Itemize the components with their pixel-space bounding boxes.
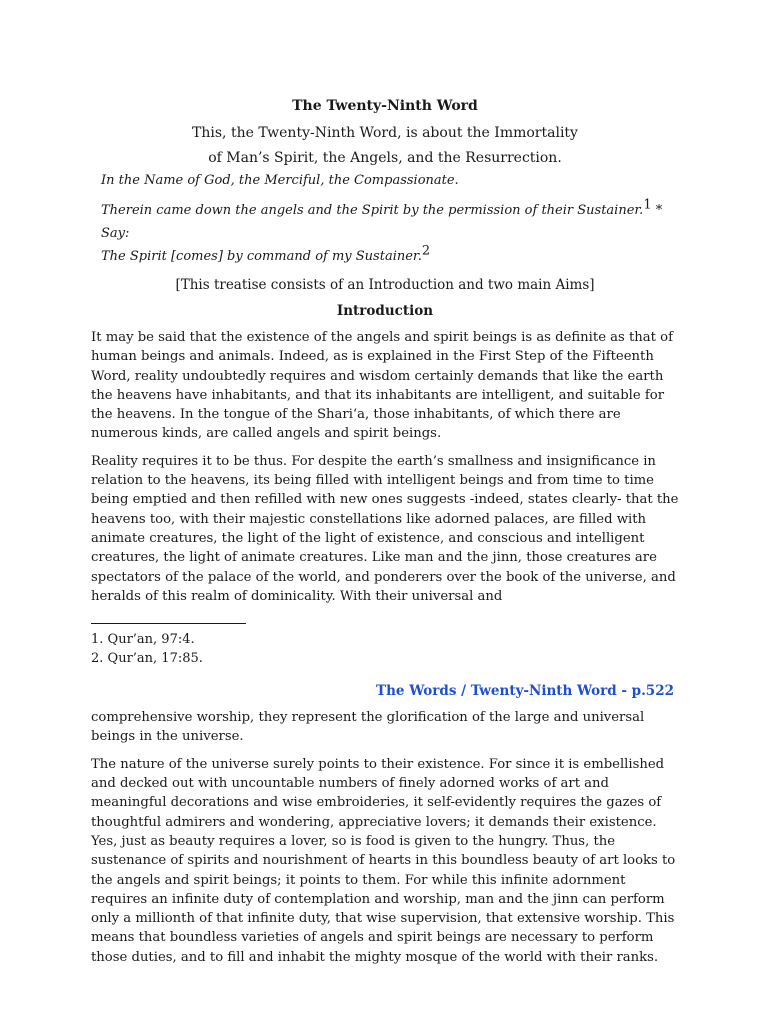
verse-line-1-text: Therein came down the angels and the Spirit by the permission of their Sustainer.: [101, 203, 644, 218]
footnote-ref-2[interactable]: 2: [421, 243, 431, 259]
paragraph: The nature of the universe surely points to their existence. For since it is embellished and decked out with uncountable numbers of finely adorned works of art and meaningful decorations and wise embroideries, it self-evidently requires the gazes of thoughtful admirers and wondering, appreciative lovers; it demands their existence. Yes, just as beauty requires a lover, so is food is given to the hungry. Thus, the sustenance of spirits and nourishment of hearts in this boundless beauty of art looks to the angels and spirit beings; it points to them. For while this infinite adornment requires an infinite duty of contemplation and worship, man and the jinn can perform only a millionth of that infinite duty, that wise supervision, that extensive worship. This means that boundless varieties of angels and spirit beings are necessary to perform those duties, and to fill and inhabit the mighty mosque of the world with their ranks.: [91, 756, 676, 965]
document-title: The Twenty-Ninth Word: [292, 98, 478, 114]
verse-line-1-after: * Say:: [101, 203, 663, 241]
subtitle-line-2: of Man’s Spirit, the Angels, and the Resurrection.: [208, 150, 562, 166]
paragraph: It may be said that the existence of the angels and spirit beings is as definite as that of human beings and animals. Indeed, as is explained in the First Step of the Fifteenth Word, reality undoubtedly requires and wisdom certainly demands that like the earth the heavens have inhabitants, and that its inhabitants are intelligent, and suitable for the heavens. In the tongue of the Shari‘a, those inhabitants, of which there are numerous kinds, are called angels and spirit beings.: [91, 330, 673, 442]
treatise-note: [This treatise consists of an Introduction and two main Aims]: [175, 277, 595, 293]
footnote-ref-1[interactable]: 1: [643, 197, 652, 213]
verse-line-2: [101, 245, 679, 268]
verse-line-2-text: The Spirit [comes] by command of my Sustainer.: [101, 249, 422, 264]
document-page: [91, 96, 679, 975]
subtitle-line-1: This, the Twenty-Ninth Word, is about the Immortality: [192, 125, 578, 141]
footnote-item: 1. Qur’an, 97:4.: [91, 632, 195, 648]
section-heading-introduction: Introduction: [336, 303, 434, 319]
verse-line-1: [101, 199, 679, 245]
footnote-item: 2. Qur’an, 17:85.: [91, 651, 203, 667]
footnote-divider: [91, 623, 246, 624]
invocation-line: In the Name of God, the Merciful, the Compassionate.: [101, 173, 459, 188]
paragraph: Reality requires it to be thus. For despite the earth’s smallness and insignificance in relation to the heavens, its being filled with intelligent beings and from time to time being emptied and then refilled with new ones suggests -indeed, states clearly- that the heavens too, with their majestic constellations like adorned palaces, are filled with animate creatures, the light of the light of existence, and conscious and intelligent creatures, the light of animate creatures. Like man and the jinn, those creatures are spectators of the palace of the world, and ponderers over the book of the universe, and heralds of this realm of dominicality. With their universal and: [91, 453, 679, 604]
page-reference-link[interactable]: The Words / Twenty-Ninth Word - p.522: [376, 683, 674, 700]
paragraph: comprehensive worship, they represent the glorification of the large and universal beings in the universe.: [91, 710, 645, 745]
